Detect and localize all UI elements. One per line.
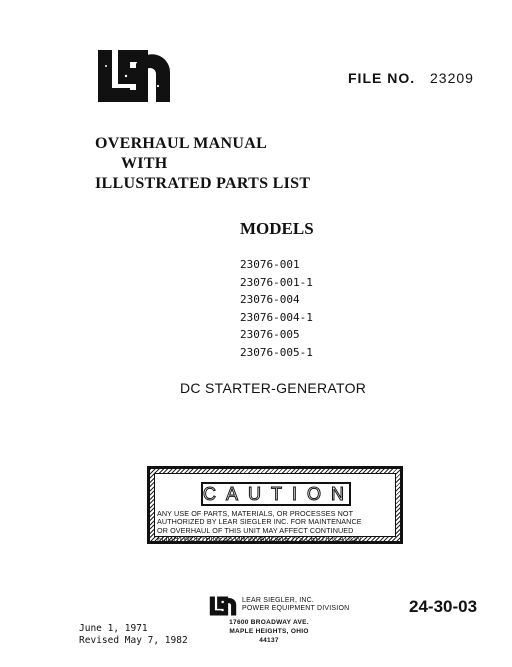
caution-text — [157, 510, 393, 544]
title-line-1: OVERHAUL MANUAL — [95, 135, 268, 152]
models-heading: MODELS — [240, 219, 314, 238]
file-number-value: 23209 — [430, 70, 474, 86]
company-address — [221, 618, 317, 645]
company-line-2: POWER EQUIPMENT DIVISION — [242, 605, 350, 612]
address-line-1: 17600 BROADWAY AVE. — [229, 619, 309, 626]
revision-date: Revised May 7, 1982 — [79, 635, 188, 646]
caution-line: OR OVERHAUL OF THIS UNIT MAY AFFECT CONTINUED — [157, 525, 354, 535]
title-line-3: ILLUSTRATED PARTS LIST — [95, 175, 311, 192]
model-item: 23076-005-1 — [240, 345, 313, 359]
model-item: 23076-004-1 — [240, 310, 313, 324]
address-line-2: MAPLE HEIGHTS, OHIO 44137 — [229, 628, 309, 644]
product-name: DC STARTER-GENERATOR — [180, 380, 367, 396]
caution-line: AUTHORIZED BY LEAR SIEGLER INC. FOR MAINTENANCE — [157, 517, 362, 527]
document-number: 24-30-03 — [409, 597, 478, 616]
company-name — [242, 597, 349, 613]
file-number — [348, 70, 474, 86]
title-line-2: WITH — [121, 155, 168, 172]
document-title — [95, 134, 310, 194]
lsi-logo-small-icon — [208, 595, 238, 617]
models-list — [240, 256, 313, 361]
document-dates — [79, 623, 188, 647]
caution-line: ANY USE OF PARTS, MATERIALS, OR PROCESSES NOT — [157, 509, 354, 518]
caution-box — [147, 466, 403, 544]
caution-line: FLIGHTWORTHINESS OR INVALIDATE ITS CERTIFICATION. — [157, 534, 364, 544]
model-item: 23076-001-1 — [240, 275, 313, 289]
model-item: 23076-005 — [240, 328, 300, 341]
caution-heading: CAUTION — [203, 484, 354, 504]
issue-date: June 1, 1971 — [79, 623, 148, 634]
file-number-label: FILE NO. — [348, 70, 416, 86]
company-line-1: LEAR SIEGLER, INC. — [242, 597, 315, 604]
model-item: 23076-004 — [240, 293, 300, 306]
lsi-logo-icon — [96, 46, 172, 106]
model-item: 23076-001 — [240, 258, 300, 271]
